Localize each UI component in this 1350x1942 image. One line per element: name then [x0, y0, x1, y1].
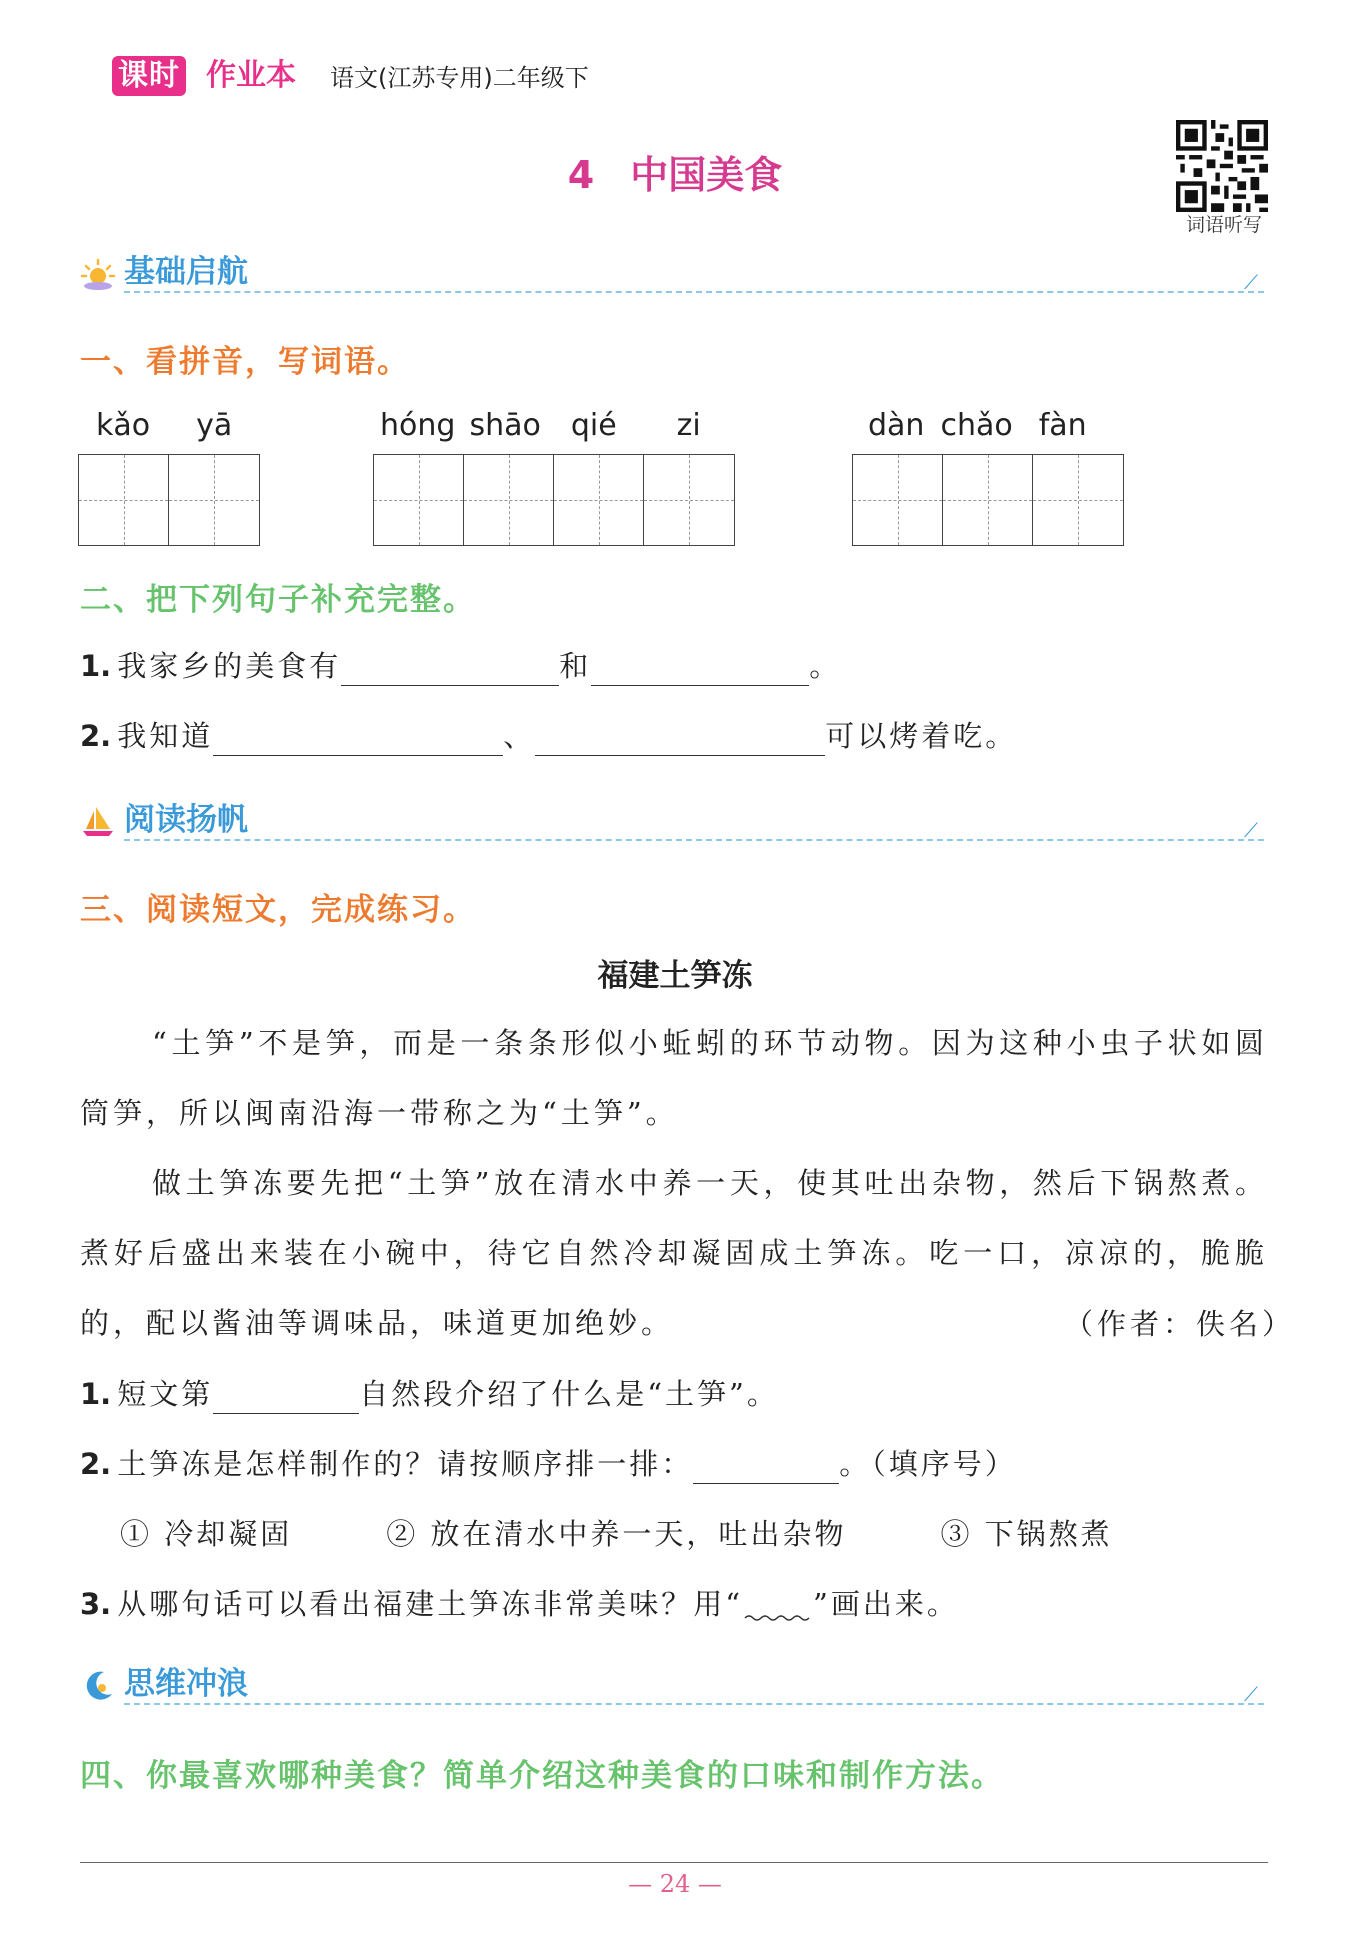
- item-text: 自然段介绍了什么是“土笋”。: [359, 1377, 779, 1411]
- q2-title: 二、把下列句子补充完整。: [80, 582, 476, 618]
- q3-item-1: [80, 1374, 779, 1414]
- item-text: 从哪句话可以看出福建土笋冻非常美味？用“: [117, 1587, 744, 1621]
- item-text: 我家乡的美食有: [117, 649, 342, 683]
- section-reading-title: 阅读扬帆: [124, 802, 248, 838]
- passage-paragraph-2: 做土笋冻要先把“土笋”放在清水中养一天，使其吐出杂物，然后下锅熬煮。煮好后盛出来装在小碗中，待它自然冷却凝固成土笋冻。吃一口，凉凉的，脆脆的，配以酱油等调味品，味道更加绝妙。: [80, 1166, 1268, 1340]
- wavy-underline-icon: [743, 1594, 813, 1624]
- pinyin-row-2: [380, 408, 701, 443]
- q2-item-2: [80, 716, 1017, 756]
- passage-author: （作者：佚名）: [1064, 1307, 1296, 1341]
- lesson-name: 中国美食: [630, 153, 783, 197]
- writing-grid-2[interactable]: [373, 454, 735, 546]
- answer-blank[interactable]: [213, 1379, 359, 1414]
- pinyin-syllable: zi: [676, 408, 701, 443]
- answer-blank[interactable]: [213, 721, 503, 756]
- swoosh-icon: ⟋: [1244, 270, 1258, 294]
- pinyin-syllable: yā: [196, 408, 233, 443]
- item-number: 2.: [80, 1447, 112, 1481]
- writing-grid-3[interactable]: [852, 454, 1124, 546]
- q3-options: [120, 1514, 1113, 1554]
- passage-paragraph-1: “土笋”不是笋，而是一条条形似小蚯蚓的环节动物。因为这种小虫子状如圆筒笋，所以闽南沿海一带称之为“土笋”。: [80, 1026, 1268, 1130]
- item-number: 1.: [80, 649, 112, 683]
- answer-blank[interactable]: [591, 651, 809, 686]
- section-divider: [124, 839, 1264, 841]
- footer-divider: [80, 1862, 1268, 1863]
- section-thinking-title: 思维冲浪: [124, 1666, 248, 1702]
- pinyin-syllable: dàn: [868, 408, 925, 443]
- item-number: 1.: [80, 1377, 112, 1411]
- grid-cell[interactable]: [554, 455, 644, 545]
- answer-blank[interactable]: [693, 1449, 839, 1484]
- moon-icon: [80, 1668, 116, 1704]
- book-info: 语文(江苏专用)二年级下: [330, 64, 589, 92]
- qr-code-icon[interactable]: [1176, 120, 1268, 212]
- q3-item-3: [80, 1584, 959, 1624]
- item-text: 我知道: [117, 719, 214, 753]
- grid-cell[interactable]: [374, 455, 464, 545]
- pinyin-syllable: shāo: [469, 408, 541, 443]
- answer-blank[interactable]: [341, 651, 559, 686]
- passage-title: 福建土笋冻: [597, 958, 753, 994]
- grid-cell[interactable]: [79, 455, 169, 545]
- writing-grid-1[interactable]: [78, 454, 260, 546]
- pinyin-syllable: qié: [570, 408, 617, 443]
- item-text: 土笋冻是怎样制作的？请按顺序排一排：: [117, 1447, 694, 1481]
- item-text: 。（填序号）: [839, 1447, 1017, 1481]
- q4-title: 四、你最喜欢哪种美食？简单介绍这种美食的口味和制作方法。: [80, 1758, 1004, 1794]
- qr-label: 词语听写: [1185, 214, 1262, 236]
- q2-item-1: [80, 646, 841, 686]
- brand-badge: 课时: [112, 56, 186, 96]
- sailboat-icon: [80, 803, 116, 839]
- item-number: 2.: [80, 719, 112, 753]
- section-divider: [124, 291, 1264, 293]
- page-number: — 24 —: [628, 1870, 722, 1898]
- brand-name: 作业本: [206, 58, 296, 93]
- item-text: 可以烤着吃。: [825, 719, 1018, 753]
- option-item: ② 放在清水中养一天，吐出杂物: [386, 1517, 847, 1551]
- item-text: 。: [809, 649, 842, 683]
- item-text: 、: [503, 719, 536, 753]
- section-basic-title: 基础启航: [124, 254, 248, 290]
- pinyin-row-3: [868, 408, 1087, 443]
- lesson-number: 4: [567, 153, 595, 197]
- option-item: ③ 下锅熬煮: [940, 1517, 1113, 1551]
- item-text: 短文第: [117, 1377, 214, 1411]
- grid-cell[interactable]: [853, 455, 943, 545]
- item-number: 3.: [80, 1587, 112, 1621]
- item-text: 和: [559, 649, 592, 683]
- grid-cell[interactable]: [1033, 455, 1123, 545]
- item-text: ”画出来。: [813, 1587, 959, 1621]
- grid-cell[interactable]: [644, 455, 734, 545]
- pinyin-syllable: fàn: [1038, 408, 1087, 443]
- pinyin-syllable: hóng: [380, 408, 456, 443]
- q1-title: 一、看拼音，写词语。: [80, 344, 410, 380]
- answer-blank[interactable]: [535, 721, 825, 756]
- q3-title: 三、阅读短文，完成练习。: [80, 892, 476, 928]
- lesson-title: [0, 144, 1350, 199]
- pinyin-syllable: kǎo: [96, 408, 151, 443]
- pinyin-syllable: chǎo: [940, 408, 1013, 443]
- sun-icon: [80, 256, 116, 292]
- pinyin-row-1: [96, 408, 232, 443]
- q3-item-2: [80, 1444, 1017, 1484]
- grid-cell[interactable]: [464, 455, 554, 545]
- swoosh-icon: ⟋: [1244, 818, 1258, 842]
- grid-cell[interactable]: [169, 455, 259, 545]
- grid-cell[interactable]: [943, 455, 1033, 545]
- option-item: ① 冷却凝固: [120, 1517, 293, 1551]
- section-divider: [124, 1703, 1264, 1705]
- swoosh-icon: ⟋: [1244, 1682, 1258, 1706]
